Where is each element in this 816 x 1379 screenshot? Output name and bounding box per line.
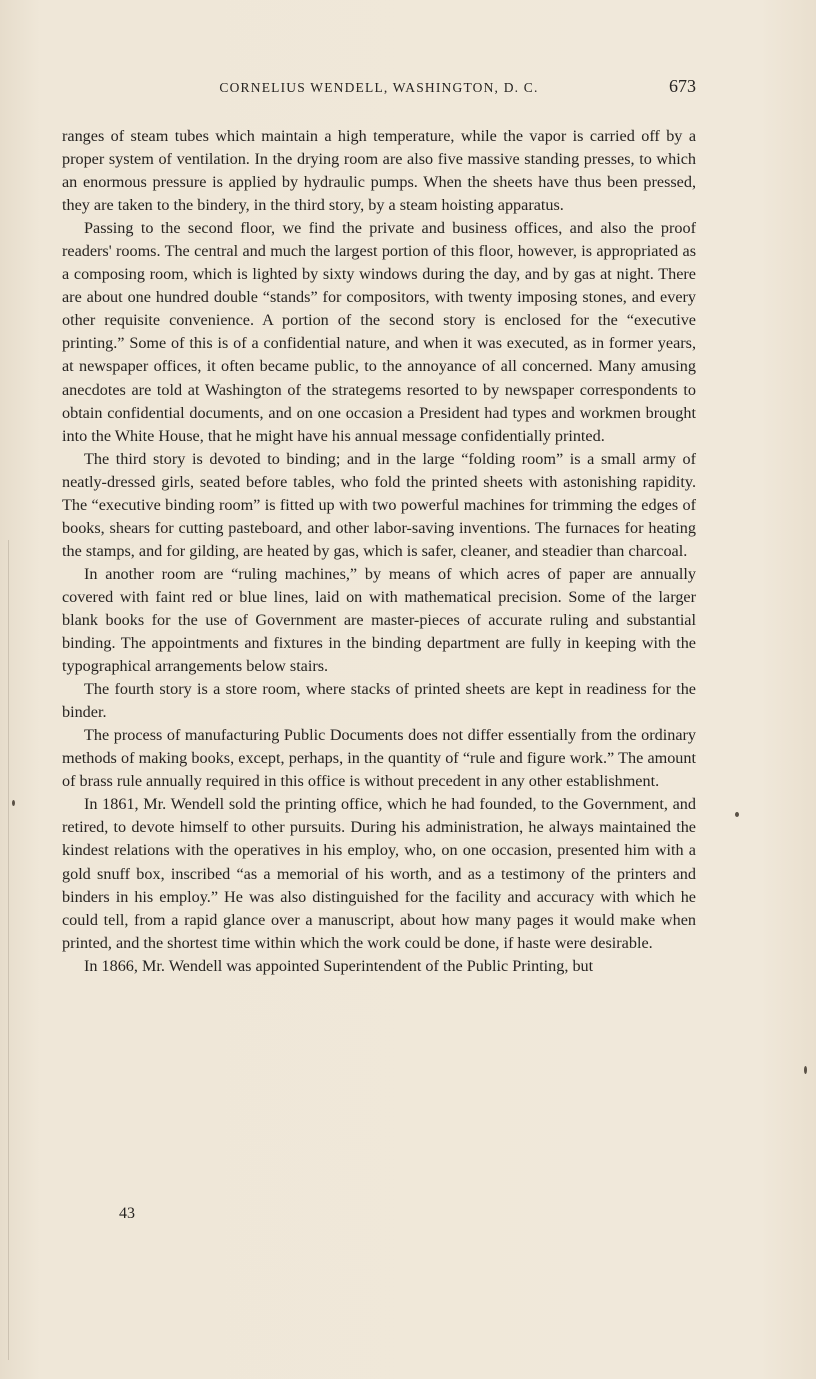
body-text xyxy=(62,125,696,978)
paragraph: In 1866, Mr. Wendell was appointed Superintendent of the Public Printing, but xyxy=(84,956,594,975)
paragraph: The fourth story is a store room, where stacks of printed sheets are kept in readiness for the binder. xyxy=(62,680,696,722)
paragraph: Passing to the second floor, we find the private and business offices, and also the proof readers' rooms. The central and much the largest portion of this floor, however, is appropriated as a composing room, which is lighted by sixty windows during the day, and by gas at night. There are about one hundred double “stands” for compositors, with twenty imposing stones, and every other requisite convenience. A portion of the second story is enclosed for the “executive printing.” Some of this is of a confidential nature, and when it was executed, as in former years, at newspaper offices, it often became public, to the annoyance of all concerned. Many amusing anecdotes are told at Washington of the strategems resorted to by newspaper correspondents to obtain confidential documents, and on one occasion a President had types and workmen brought into the White House, that he might have his annual message confidentially printed. xyxy=(62,219,696,445)
paragraph: The third story is devoted to binding; and in the large “folding room” is a small army of neatly-dressed girls, seated before tables, who fold the printed sheets with astonishing rapidity. The “executive binding room” is fitted up with two powerful machines for trimming the edges of books, shears for cutting pasteboard, and other labor-saving inventions. The furnaces for heating the stamps, and for gilding, are heated by gas, which is safer, cleaner, and steadier than charcoal. xyxy=(62,449,696,560)
ink-speck xyxy=(12,800,15,806)
paragraph: ranges of steam tubes which maintain a high temperature, while the vapor is carried off by a proper system of ventilation. In the drying room are also five massive standing presses, to which an enormous pressure is applied by hydraulic pumps. When the sheets have thus been pressed, they are taken to the bindery, in the third story, by a steam hoisting apparatus. xyxy=(62,127,696,215)
ink-speck xyxy=(804,1066,807,1074)
paragraph: In another room are “ruling machines,” by means of which acres of paper are annually covered with faint red or blue lines, laid on with mathematical precision. Some of the larger blank books for the use of Government are master-pieces of accurate ruling and substantial binding. The appointments and fixtures in the binding department are fully in keeping with the typographical arrangements below stairs. xyxy=(62,564,696,676)
page-number: 673 xyxy=(669,76,696,96)
signature-mark: 43 xyxy=(119,1205,135,1222)
paragraph: The process of manufacturing Public Documents does not differ essentially from the ordinary methods of making books, except, perhaps, in the quantity of “rule and figure work.” The amount of brass rule annually required in this office is without precedent in any other establishment. xyxy=(62,726,696,791)
running-title: CORNELIUS WENDELL, WASHINGTON, D. C. xyxy=(219,80,539,95)
running-head xyxy=(62,76,696,100)
page-edge-shadow xyxy=(8,540,9,1360)
paragraph: In 1861, Mr. Wendell sold the printing office, which he had founded, to the Government, and retired, to devote himself to other pursuits. During his administration, he always maintained the kindest relations with the operatives in his employ, who, on one occasion, presented him with a gold snuff box, inscribed “as a memorial of his worth, and as a testimony of the printers and binders in his employ.” He was also distinguished for the facility and accuracy with which he could tell, from a rapid glance over a manuscript, about how many pages it would make when printed, and the shortest time within which the work could be done, if haste were desirable. xyxy=(62,795,696,952)
ink-speck xyxy=(735,812,739,817)
